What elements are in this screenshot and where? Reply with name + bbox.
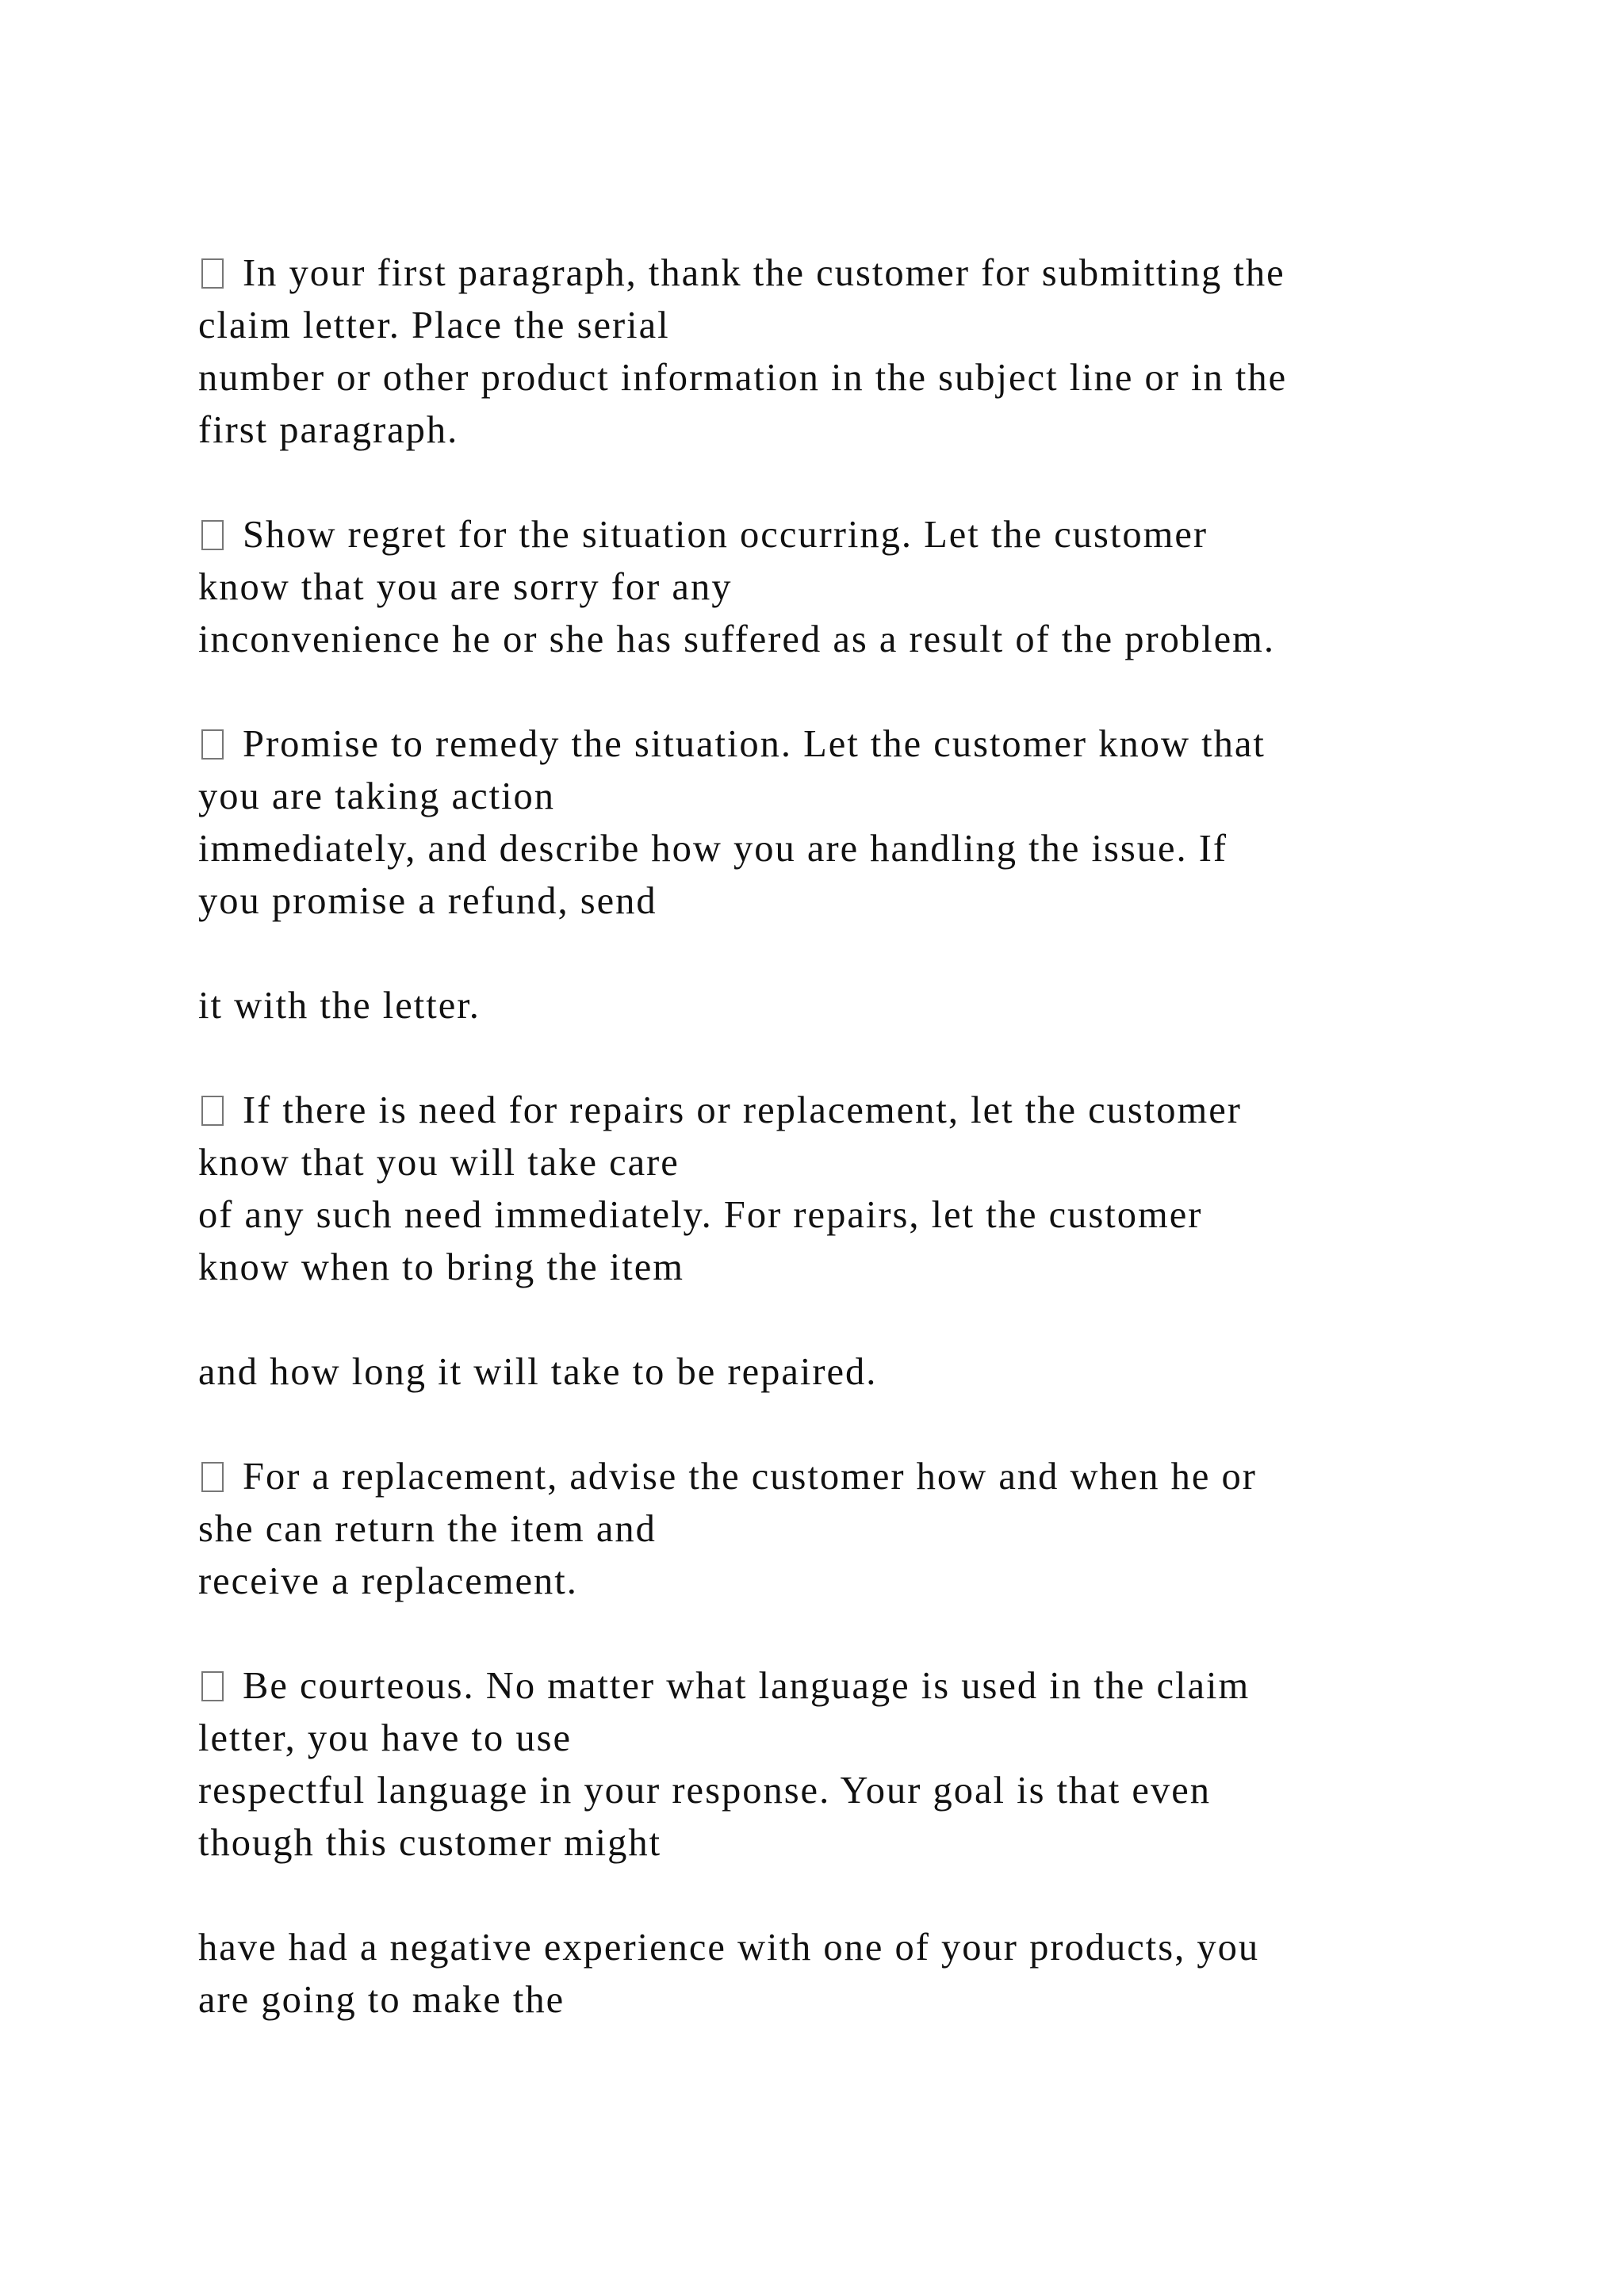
paragraph-spacer (198, 666, 1507, 718)
paragraph-spacer (198, 1399, 1507, 1451)
text-line: In your first paragraph, thank the customer for submitting the (198, 247, 1507, 300)
bullet-icon (201, 1462, 224, 1492)
text-line: claim letter. Place the serial (198, 304, 670, 346)
text-line: it with the letter. (198, 985, 481, 1027)
paragraph-spacer (198, 457, 1507, 509)
bullet-icon (201, 1671, 224, 1701)
bullet-icon (201, 729, 224, 760)
text-line: know that you are sorry for any (198, 566, 733, 608)
text-line: know when to bring the item (198, 1246, 685, 1288)
text-line: know that you will take care (198, 1142, 680, 1184)
bullet-icon (201, 1096, 224, 1126)
paragraph-2 (198, 509, 1507, 666)
text-line: though this customer might (198, 1822, 662, 1864)
text-line: number or other product information in the subject line or in the (198, 357, 1288, 399)
text-line: receive a replacement. (198, 1560, 578, 1602)
text-line: Promise to remedy the situation. Let the customer know that (198, 718, 1507, 771)
paragraph-spacer (198, 1032, 1507, 1085)
paragraph-9 (198, 1922, 1507, 2026)
paragraph-6 (198, 1346, 1507, 1399)
text-line: letter, you have to use (198, 1717, 572, 1759)
paragraph-4 (198, 980, 1507, 1032)
text-line: you are taking action (198, 775, 556, 817)
text-line: If there is need for repairs or replacement, let the customer (198, 1085, 1507, 1137)
bullet-icon (201, 258, 224, 289)
text-line: and how long it will take to be repaired. (198, 1351, 878, 1393)
paragraph-1 (198, 247, 1507, 457)
paragraph-spacer (198, 1294, 1507, 1346)
text-line: are going to make the (198, 1979, 565, 2021)
paragraph-spacer (198, 928, 1507, 980)
text-line: Show regret for the situation occurring. Let the customer (198, 509, 1507, 561)
text-line: respectful language in your response. Your goal is that even (198, 1770, 1211, 1812)
text-line: first paragraph. (198, 409, 459, 451)
paragraph-spacer (198, 1869, 1507, 1922)
text-line: For a replacement, advise the customer how and when he or (198, 1451, 1507, 1503)
paragraph-spacer (198, 1608, 1507, 1660)
text-line: immediately, and describe how you are handling the issue. If (198, 828, 1228, 870)
document-body (198, 247, 1507, 2026)
text-line: she can return the item and (198, 1508, 657, 1550)
paragraph-3 (198, 718, 1507, 928)
text-line: of any such need immediately. For repairs, let the customer (198, 1194, 1203, 1236)
paragraph-7 (198, 1451, 1507, 1608)
paragraph-8 (198, 1660, 1507, 1869)
text-line: have had a negative experience with one of your products, you (198, 1927, 1260, 1969)
text-line: Be courteous. No matter what language is used in the claim (198, 1660, 1507, 1712)
text-line: inconvenience he or she has suffered as a result of the problem. (198, 618, 1276, 660)
text-line: you promise a refund, send (198, 880, 657, 922)
paragraph-5 (198, 1085, 1507, 1294)
bullet-icon (201, 520, 224, 550)
